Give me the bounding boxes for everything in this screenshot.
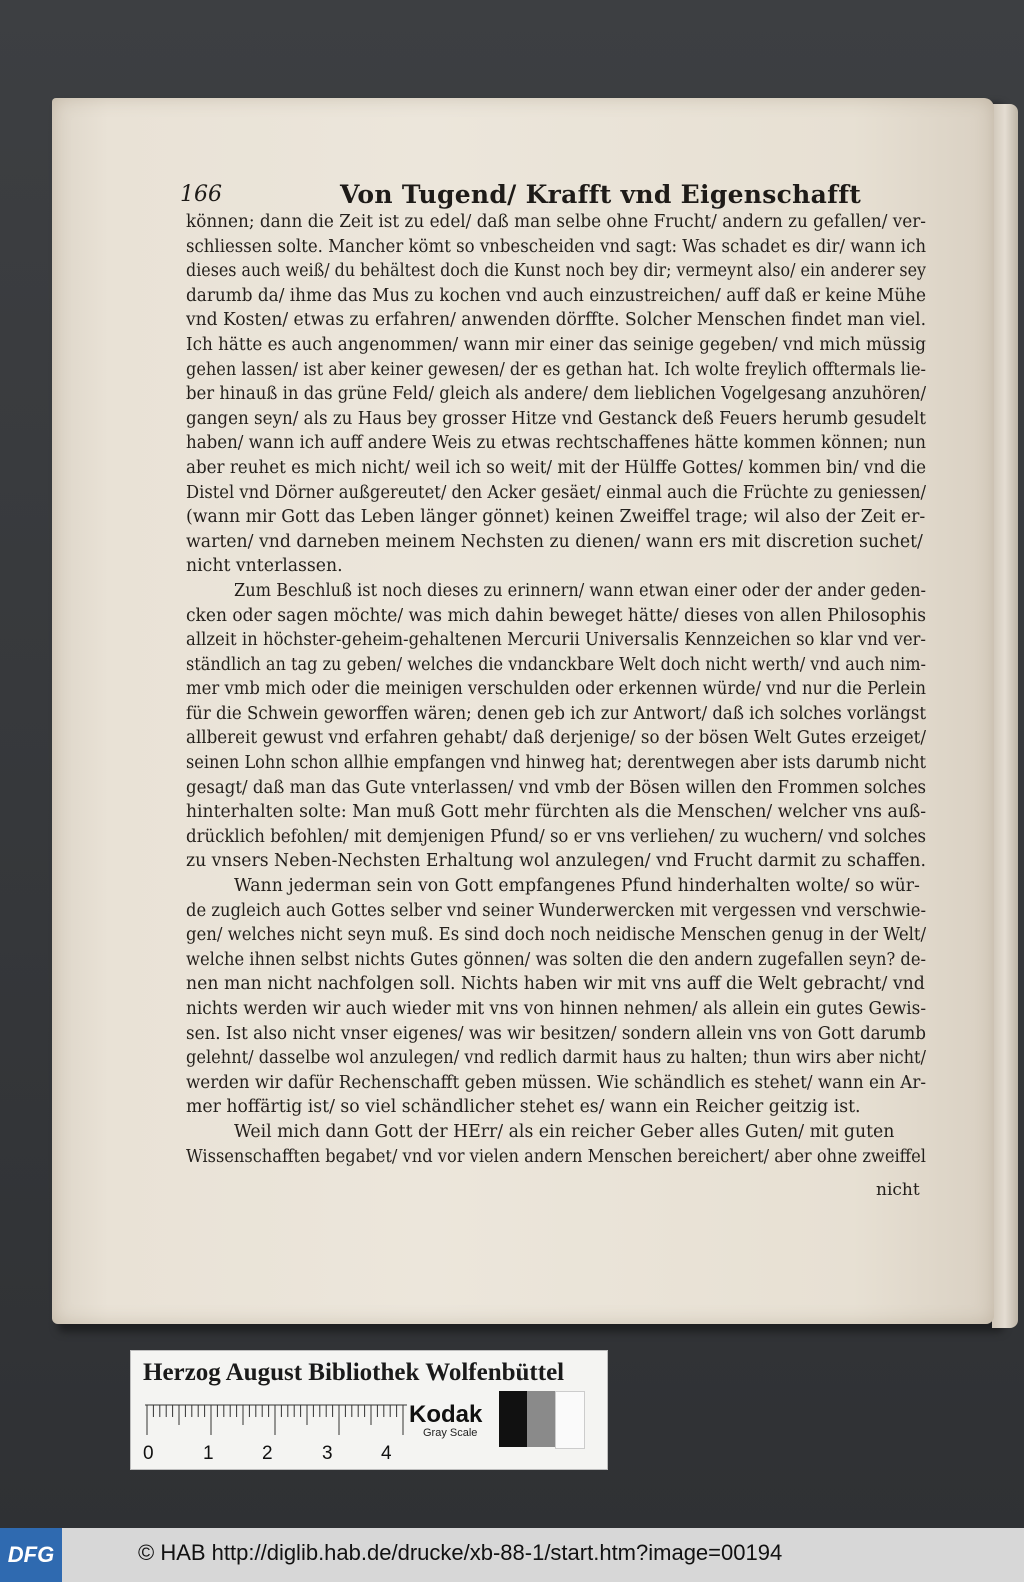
kodak-logo: Kodak bbox=[409, 1401, 483, 1428]
text-line: Wissenschafften begabet/ vnd vor vielen andern Menschen bereichert/ aber ohne zweiffel bbox=[186, 1146, 926, 1167]
text-line: dieses auch weiß/ du behältest doch die Kunst noch bey dir; vermeynt also/ ein anderer sey bbox=[186, 261, 926, 282]
text-line: gen/ welches nicht seyn muß. Es sind doch noch neidische Menschen genug in der Welt/ bbox=[186, 925, 926, 946]
ruler-label-0: 0 bbox=[143, 1443, 154, 1464]
page-header bbox=[180, 180, 920, 212]
source-url[interactable]: © HAB http://diglib.hab.de/drucke/xb-88-1/start.htm?image=00194 bbox=[138, 1540, 783, 1565]
text-line: cken oder sagen möchte/ was mich dahin beweget hätte/ dieses von allen Philosophis bbox=[186, 605, 926, 626]
text-line: darumb da/ ihme das Mus zu kochen vnd auch einzustreichen/ auff daß er keine Mühe bbox=[186, 285, 926, 306]
text-line: gesagt/ daß man das Gute vnterlassen/ vnd vmb der Bösen willen den Frommen solches bbox=[186, 777, 926, 798]
text-line: warten/ vnd darneben meinem Nechsten zu dienen/ wann ers mit discretion suchet/ bbox=[186, 531, 923, 552]
gray-swatch bbox=[527, 1391, 555, 1447]
text-line: ständlich an tag zu geben/ welches die vndanckbare Welt doch nicht werth/ vnd auch nim- bbox=[186, 654, 926, 675]
text-line: allzeit in höchster-geheim-gehaltenen Mercurii Universalis Kennzeichen so klar vnd ver- bbox=[186, 630, 926, 651]
text-line: gehen lassen/ ist aber keiner gewesen/ der es gethan hat. Ich wolte freylich offtermals lie- bbox=[186, 359, 926, 380]
catchword: nicht bbox=[876, 1180, 920, 1200]
text-line: Ich hätte es auch angenommen/ wann mir einer das seinige gegeben/ vnd mich müssig bbox=[186, 334, 926, 355]
target-title: Herzog August Bibliothek Wolfenbüttel bbox=[143, 1359, 565, 1386]
next-page-edge bbox=[992, 104, 1018, 1328]
text-line: seinen Lohn schon allhie empfangen vnd hinweg hat; derentwegen aber ists darumb nicht bbox=[186, 753, 926, 774]
ruler-label-2: 2 bbox=[262, 1443, 273, 1464]
text-line: nicht vnterlassen. bbox=[186, 556, 343, 577]
text-line: Zum Beschluß ist noch dieses zu erinnern/ wann etwan einer oder der ander geden- bbox=[234, 580, 926, 601]
text-line: nen man nicht nachfolgen soll. Nichts haben wir mit vns auff die Welt gebracht/ vnd bbox=[186, 974, 925, 995]
text-line: (wann mir Gott das Leben länger gönnet) keinen Zweiffel trage; wil also der Zeit er- bbox=[186, 507, 926, 528]
text-line: zu vnsers Neben-Nechsten Erhaltung wol anzulegen/ vnd Frucht darmit zu schaffen. bbox=[186, 851, 926, 872]
white-swatch bbox=[555, 1391, 585, 1449]
text-line: hinterhalten solte: Man muß Gott mehr fürchten als die Menschen/ welcher vns auß- bbox=[186, 802, 926, 823]
text-line: schliessen solte. Mancher kömt so vnbescheiden vnd sagt: Was schadet es dir/ wann ich bbox=[186, 236, 926, 257]
text-line: aber reuhet es mich nicht/ weil ich so weit/ mit der Hülffe Gottes/ kommen bin/ vnd die bbox=[186, 457, 926, 478]
text-line: haben/ wann ich auff andere Weis zu etwas rechtschaffenes hätte kommen können; nun bbox=[186, 433, 926, 454]
text-line: mer hoffärtig ist/ so viel schändlicher stehet es/ wann ein Reicher geitzig ist. bbox=[186, 1097, 861, 1118]
text-line: ber hinauß in das grüne Feld/ gleich als andere/ dem lieblichen Vogelgesang anzuhören/ bbox=[186, 384, 926, 405]
text-line: können; dann die Zeit ist zu edel/ daß man selbe ohne Frucht/ andern zu gefallen/ ver- bbox=[186, 212, 926, 232]
page-body-text bbox=[186, 210, 926, 1169]
text-line: mer vmb mich oder die meinigen verschulden oder erkennen würde/ vnd nur die Perlein bbox=[186, 679, 926, 700]
text-line: sen. Ist also nicht vnser eigenes/ was wir besitzen/ sondern allein vns von Gott darumb bbox=[186, 1023, 926, 1044]
text-line: allbereit gewust vnd erfahren gehabt/ daß derjenige/ so der bösen Welt Gutes erzeiget/ bbox=[186, 728, 926, 749]
page-number: 166 bbox=[180, 182, 222, 207]
text-line: drücklich befohlen/ mit demjenigen Pfund/ so er vns verliehen/ zu wuchern/ vnd solches bbox=[186, 826, 926, 847]
dfg-logo: DFG bbox=[0, 1528, 62, 1582]
ruler-label-4: 4 bbox=[381, 1443, 392, 1464]
ruler-label-1: 1 bbox=[203, 1443, 214, 1464]
text-line: für die Schwein geworffen wären; denen geb ich zur Antwort/ daß ich solches vorlängst bbox=[186, 703, 926, 724]
text-line: de zugleich auch Gottes selber vnd seiner Wunderwercken mit vergessen vnd verschwie- bbox=[186, 900, 926, 921]
text-line: nichts werden wir auch wieder mit vns von hinnen nehmen/ als allein ein gutes Gewis- bbox=[186, 999, 926, 1019]
text-line: vnd Kosten/ etwas zu erfahren/ anwenden dörffte. Solcher Menschen findet man viel. bbox=[186, 310, 926, 331]
text-line: gangen seyn/ als zu Haus bey grosser Hitze vnd Gestanck deß Feuers herumb gesudelt bbox=[186, 408, 926, 429]
text-line: werden wir dafür Rechenschafft geben müssen. Wie schändlich es stehet/ wann ein Ar- bbox=[186, 1072, 926, 1093]
running-head: Von Tugend/ Krafft vnd Eigenschafft bbox=[340, 180, 862, 209]
black-swatch bbox=[499, 1391, 527, 1447]
grayscale-label: Gray Scale bbox=[423, 1427, 478, 1439]
ruler-scale bbox=[145, 1403, 407, 1443]
ruler-label-3: 3 bbox=[322, 1443, 333, 1464]
color-calibration-target bbox=[130, 1350, 608, 1470]
text-line: Distel vnd Dörner außgereutet/ den Acker gesäet/ einmal auch die Früchte zu geniessen/ bbox=[186, 482, 926, 503]
footer-bar bbox=[0, 1528, 1024, 1582]
text-line: Wann jederman sein von Gott empfangenes Pfund hinderhalten wolte/ so wür- bbox=[234, 876, 920, 897]
text-line: gelehnt/ dasselbe wol anzulegen/ vnd redlich darmit haus zu halten; thun wirs aber nicht/ bbox=[186, 1048, 926, 1069]
text-line: Weil mich dann Gott der HErr/ als ein reicher Geber alles Guten/ mit guten bbox=[234, 1121, 895, 1142]
text-line: welche ihnen selbst nichts Gutes gönnen/ was solten die den andern zugefallen seyn? de- bbox=[186, 949, 926, 970]
